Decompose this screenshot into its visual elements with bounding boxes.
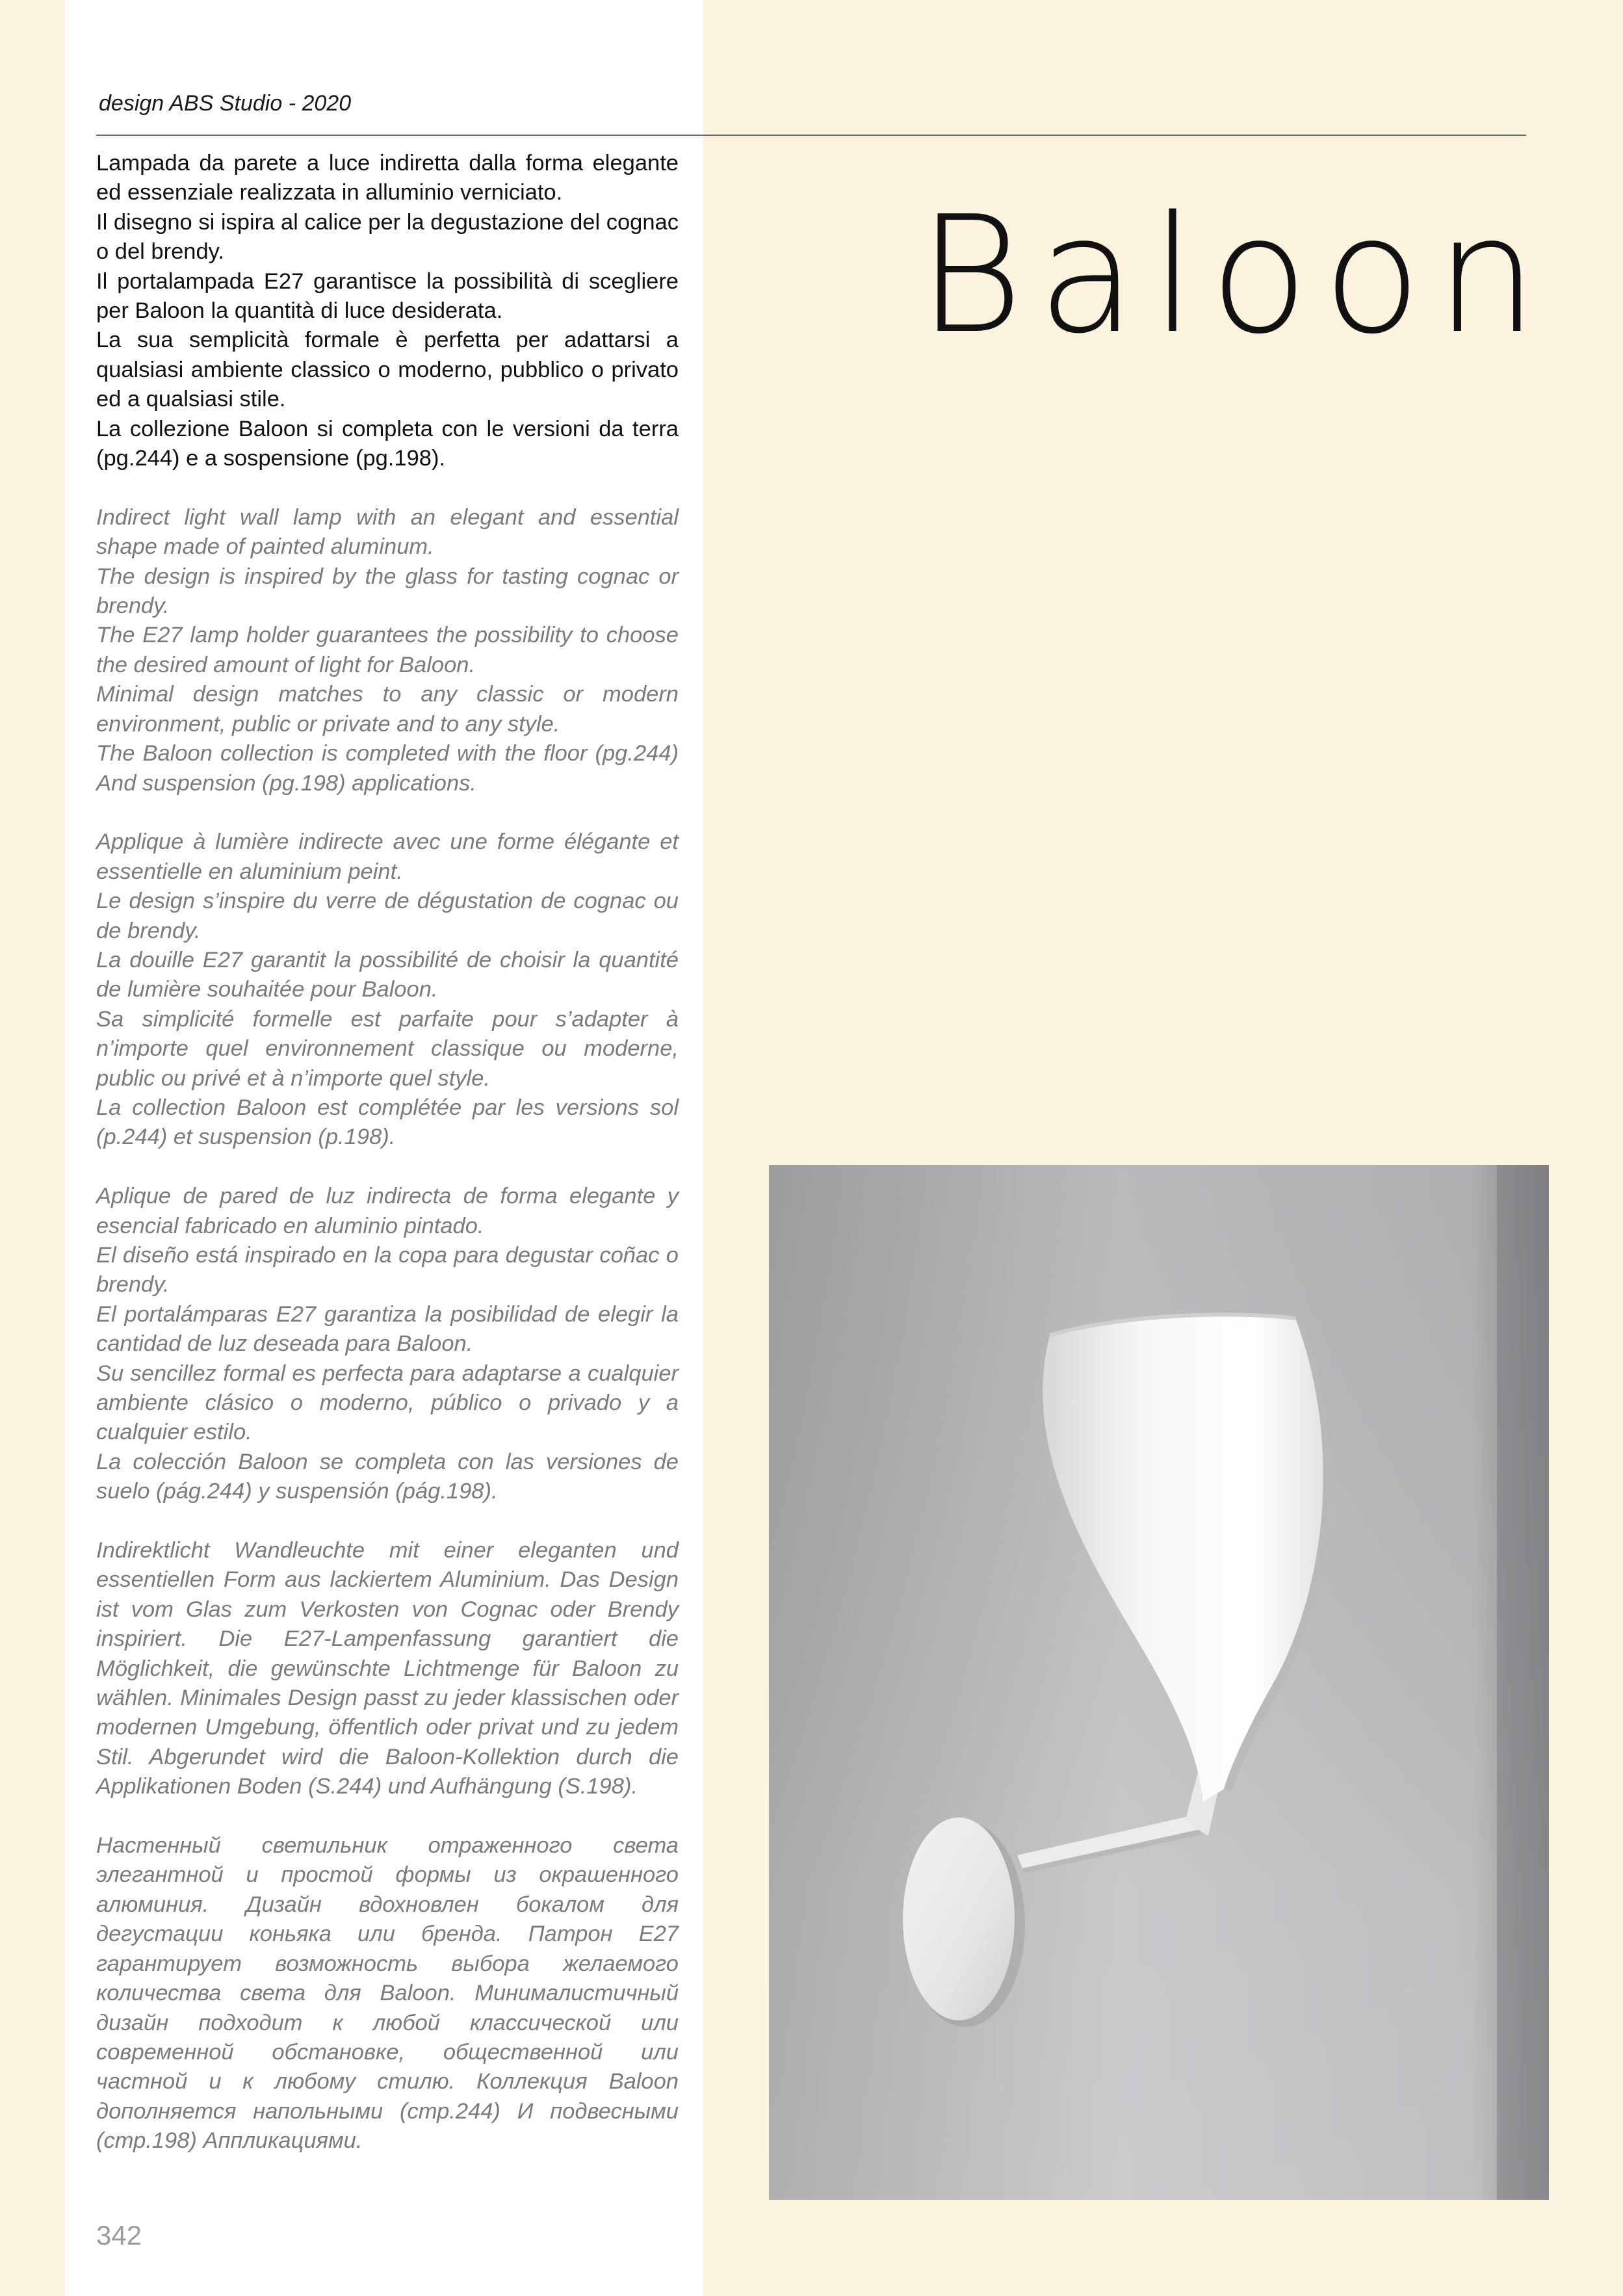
wall-plate: [903, 1818, 1015, 2020]
paragraph-english: [96, 503, 679, 798]
fr-line-2: Le design s’inspire du verre de dégustation de cognac ou de brendy.: [96, 889, 679, 943]
it-line-5: La collezione Baloon si completa con le versioni da terra (pg.244) e a sospensione (pg.198).: [96, 416, 679, 471]
en-line-2: The design is inspired by the glass for tasting cognac or brendy.: [96, 564, 679, 619]
header-divider: [96, 135, 1526, 136]
description-text: [96, 149, 679, 2185]
paragraph-french: [96, 828, 679, 1152]
es-line-4: Su sencillez formal es perfecta para adaptarse a cualquier ambiente clásico o moderno, público o privado y a cualquier estilo.: [96, 1361, 679, 1445]
paragraph-russian: Настенный светильник отраженного света элегантной и простой формы из окрашенного алюминия. Дизайн вдохновлен бокалом для дегустации коньяка или бренда. Патрон E27 гарантирует возможность выбора желаемого количества света для Baloon. Минималистичный дизайн подходит к любой классической или современной обстановке, общественной или частной и к любому стилю. Коллекция Baloon дополняется напольными (стр.244) И подвесными (стр.198) Аппликациями.: [96, 1833, 679, 2154]
designer-caption: design ABS Studio - 2020: [99, 91, 352, 116]
it-line-1: Lampada da parete a luce indiretta dalla forma elegante ed essenziale realizzata in alluminio verniciato.: [96, 151, 679, 205]
es-line-1: Aplique de pared de luz indirecta de forma elegante y esencial fabricado en aluminio pintado.: [96, 1184, 679, 1238]
fr-line-1: Applique à lumière indirecte avec une forme élégante et essentielle en aluminium peint.: [96, 829, 679, 884]
en-line-3: The E27 lamp holder guarantees the possibility to choose the desired amount of light for Baloon.: [96, 623, 679, 677]
it-line-4: La sua semplicità formale è perfetta per adattarsi a qualsiasi ambiente classico o moderno, pubblico o privato ed a qualsiasi stile.: [96, 328, 679, 412]
paragraph-italian: [96, 149, 679, 473]
fr-line-5: La collection Baloon est complétée par les versions sol (p.244) et suspension (p.198).: [96, 1095, 679, 1150]
paragraph-german: Indirektlicht Wandleuchte mit einer eleganten und essentiellen Form aus lackiertem Aluminium. Das Design ist vom Glas zum Verkosten von Cognac oder Brendy inspiriert. Die E27-Lampenfassung garantiert die Möglichkeit, die gewünschte Lichtmenge für Baloon zu wählen. Minimales Design passt zu jeder klassischen oder modernen Umgebung, öffentlich oder privat und zu jedem Stil. Abgerundet wird die Baloon-Kollektion durch die Applikationen Boden (S.244) und Aufhängung (S.198).: [96, 1538, 679, 1799]
es-line-5: La colección Baloon se completa con las versiones de suelo (pág.244) y suspensión (pág.198).: [96, 1449, 679, 1504]
product-title: Baloon: [918, 182, 1552, 369]
fr-line-3: La douille E27 garantit la possibilité de choisir la quantité de lumière souhaitée pour Baloon.: [96, 947, 679, 1002]
product-photo: [769, 1165, 1549, 2200]
page-margin: [0, 0, 65, 2296]
fr-line-4: Sa simplicité formelle est parfaite pour s’adapter à n’importe quel environnement classique ou moderne, public ou privé et à n’importe quel style.: [96, 1006, 679, 1091]
paragraph-spanish: [96, 1182, 679, 1506]
en-line-5: The Baloon collection is completed with the floor (pg.244) And suspension (pg.198) applications.: [96, 741, 679, 796]
en-line-4: Minimal design matches to any classic or modern environment, public or private and to any style.: [96, 682, 679, 737]
wall-corner-shadow: [1497, 1165, 1549, 2200]
es-line-3: El portalámparas E27 garantiza la posibilidad de elegir la cantidad de luz deseada para Baloon.: [96, 1301, 679, 1357]
es-line-2: El diseño está inspirado en la copa para degustar coñac o brendy.: [96, 1242, 679, 1298]
it-line-3: Il portalampada E27 garantisce la possibilità di scegliere per Baloon la quantità di luce desiderata.: [96, 268, 679, 324]
en-line-1: Indirect light wall lamp with an elegant and essential shape made of painted aluminum.: [96, 504, 679, 560]
it-line-2: Il disegno si ispira al calice per la degustazione del cognac o del brendy.: [96, 209, 679, 265]
page-number: 342: [96, 2220, 142, 2250]
